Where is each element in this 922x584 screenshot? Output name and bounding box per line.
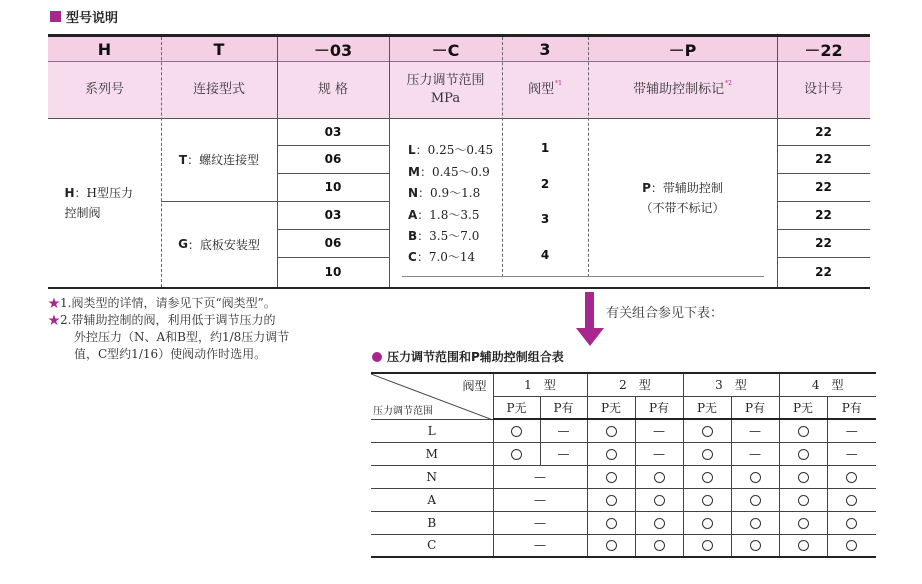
combo-cell-available — [635, 465, 683, 488]
circle-available-icon — [606, 449, 617, 460]
sub-header: P有 — [540, 396, 587, 419]
combo-cell-unavailable: — — [827, 442, 876, 465]
corner-top-label: 阀型 — [462, 379, 487, 393]
combo-row — [371, 465, 876, 488]
design-number: 22 — [815, 180, 832, 194]
circle-available-icon — [750, 518, 761, 529]
range-label: L — [371, 419, 493, 442]
combo-cell-unavailable: — — [540, 442, 587, 465]
footnote-mark-2: *2 — [725, 79, 732, 87]
range-label: C — [371, 534, 493, 557]
down-arrow-icon — [585, 292, 594, 330]
combo-cell-unavailable: — — [827, 419, 876, 442]
connection-code: T — [178, 152, 188, 167]
pressure-range — [408, 184, 480, 201]
down-arrow-head-icon — [576, 328, 604, 346]
valve-type-value: 2 — [540, 177, 550, 191]
combo-cell-available — [827, 511, 876, 534]
size-value: 06 — [324, 152, 342, 166]
range-label: N — [371, 465, 493, 488]
circle-available-icon — [702, 426, 713, 437]
combo-cell-available — [779, 465, 827, 488]
design-number: 22 — [815, 265, 832, 279]
type-header: 3 型 — [683, 373, 779, 396]
range-code: M — [408, 165, 420, 179]
combo-cell-available — [731, 488, 779, 511]
combo-cell-available — [587, 419, 635, 442]
pressure-range — [408, 141, 493, 158]
type-header: 2 型 — [587, 373, 683, 396]
section-title — [50, 7, 118, 26]
connection-subplate — [161, 201, 277, 287]
combo-cell-available — [827, 465, 876, 488]
desc-valve-type — [502, 62, 588, 118]
corner-header — [371, 373, 493, 419]
table-bottom-rule — [48, 287, 870, 289]
combo-cell-available — [779, 511, 827, 534]
combo-cell-available — [493, 442, 540, 465]
code-series: H — [97, 39, 112, 59]
combo-cell-available — [731, 465, 779, 488]
range-value: ：0.25～0.45 — [415, 143, 494, 157]
circle-available-icon — [846, 495, 857, 506]
combo-cell-available — [827, 534, 876, 557]
range-code: A — [408, 208, 418, 222]
star-icon: ★ — [48, 296, 61, 310]
design-number: 22 — [815, 208, 832, 222]
range-label: M — [371, 442, 493, 465]
combo-cell-unavailable: — — [635, 442, 683, 465]
circle-available-icon — [846, 518, 857, 529]
footnote-text: 阀类型的详情，请参见下页“阀类型”。 — [71, 296, 276, 310]
desc-pressure-line1: 压力调节范围 — [406, 73, 485, 89]
range-value: ：3.5～7.0 — [417, 229, 480, 243]
combo-title — [372, 348, 564, 365]
circle-available-icon — [798, 449, 809, 460]
size-value: 06 — [324, 236, 342, 250]
type-header: 4 型 — [779, 373, 876, 396]
desc-design: 设计号 — [803, 82, 843, 98]
series-text — [65, 183, 145, 223]
range-value: ：1.8～3.5 — [417, 208, 480, 222]
combo-cell-available — [779, 534, 827, 557]
size-value: 03 — [324, 124, 342, 139]
footnotes — [48, 295, 289, 363]
circle-available-icon — [606, 495, 617, 506]
combo-cell-available — [779, 419, 827, 442]
footnote-2-cont: 值，C型约1/16）使阀动作时选用。 — [74, 347, 267, 361]
range-code: N — [408, 186, 419, 200]
combo-cell-available — [635, 534, 683, 557]
column-divider — [502, 37, 503, 277]
size-value: 10 — [324, 180, 342, 194]
combo-cell-available — [683, 465, 731, 488]
combo-cell-available — [779, 488, 827, 511]
aux-code: P — [642, 181, 651, 195]
connection-text: ：底板安装型 — [187, 237, 260, 252]
pressure-range — [408, 163, 490, 180]
combo-row — [371, 442, 876, 465]
combo-row — [371, 488, 876, 511]
combo-cell-available — [683, 534, 731, 557]
circle-available-icon — [750, 540, 761, 551]
code-size: －03 — [313, 40, 353, 60]
circle-available-icon — [654, 518, 665, 529]
desc-aux-text: 带辅助控制标记 — [633, 82, 725, 98]
series-desc: ：H型压力控制阀 — [64, 185, 134, 220]
size-value: 10 — [324, 265, 342, 279]
combo-cell-unavailable: — — [731, 419, 779, 442]
star-icon: ★ — [48, 313, 61, 327]
circle-available-icon — [750, 495, 761, 506]
footnote-2-cont: 外控压力（N、A和B型，约1/8压力调节 — [74, 330, 290, 344]
desc-aux — [588, 62, 777, 118]
footnote-mark-1: *1 — [555, 79, 562, 87]
range-code: B — [408, 229, 418, 243]
circle-available-icon — [606, 540, 617, 551]
pressure-range — [408, 227, 479, 244]
corner-bottom-label: 压力调节范围 — [373, 405, 433, 417]
pressure-range — [408, 206, 479, 223]
sub-header: P无 — [683, 396, 731, 419]
combo-table — [371, 372, 876, 558]
circle-available-icon — [846, 540, 857, 551]
combo-cell-available — [635, 488, 683, 511]
circle-available-icon — [702, 449, 713, 460]
series-cell — [48, 118, 161, 287]
code-pressure: －C — [431, 40, 460, 60]
bullet-dot-icon — [372, 352, 382, 362]
range-label: A — [371, 488, 493, 511]
design-number: 22 — [815, 152, 832, 166]
column-divider — [588, 37, 589, 277]
size-value: 03 — [324, 208, 342, 222]
combo-title-text: 压力调节范围和P辅助控制组合表 — [387, 350, 564, 364]
sub-header: P无 — [587, 396, 635, 419]
section-title-text: 型号说明 — [66, 11, 119, 26]
design-number: 22 — [815, 124, 832, 139]
aux-pilot-cell — [588, 176, 777, 220]
code-connection: T — [213, 39, 225, 59]
circle-available-icon — [606, 518, 617, 529]
circle-available-icon — [702, 495, 713, 506]
sub-header: P无 — [779, 396, 827, 419]
footnote-number: 2. — [60, 313, 72, 327]
sub-header: P有 — [731, 396, 779, 419]
combo-row — [371, 419, 876, 442]
range-value: ：0.9～1.8 — [418, 186, 481, 200]
combo-cell-unavailable: — — [540, 419, 587, 442]
aux-text: ：带辅助控制 — [650, 181, 723, 195]
column-divider — [389, 37, 390, 287]
desc-connection: 连接型式 — [192, 82, 245, 98]
range-code: C — [408, 250, 417, 264]
pressure-range — [408, 248, 475, 265]
circle-available-icon — [511, 449, 522, 460]
valve-type-value: 4 — [540, 248, 550, 262]
circle-available-icon — [511, 426, 522, 437]
footnote-number: 1. — [60, 296, 72, 310]
combo-cell-available — [587, 511, 635, 534]
bracket-line — [402, 276, 764, 277]
square-bullet-icon — [50, 11, 61, 22]
circle-available-icon — [798, 518, 809, 529]
combo-cell-available — [493, 419, 540, 442]
combo-cell-unavailable: — — [493, 488, 587, 511]
circle-available-icon — [846, 472, 857, 483]
valve-type-value: 3 — [540, 212, 550, 226]
series-code: H — [64, 185, 75, 200]
circle-available-icon — [606, 472, 617, 483]
circle-available-icon — [798, 472, 809, 483]
combo-cell-available — [731, 534, 779, 557]
circle-available-icon — [702, 540, 713, 551]
desc-pressure-unit: MPa — [430, 91, 461, 106]
circle-available-icon — [606, 426, 617, 437]
circle-available-icon — [654, 495, 665, 506]
aux-line — [642, 178, 723, 198]
combo-cell-unavailable: — — [635, 419, 683, 442]
sub-header: P有 — [635, 396, 683, 419]
combo-cell-available — [683, 511, 731, 534]
valve-type-value: 1 — [540, 141, 550, 155]
combo-cell-unavailable: — — [493, 465, 587, 488]
arrow-note: 有关组合参见下表： — [606, 306, 724, 321]
circle-available-icon — [798, 426, 809, 437]
footnote-2 — [48, 312, 289, 329]
sub-header: P无 — [493, 396, 540, 419]
code-aux: －P — [668, 40, 697, 60]
connection-thread — [161, 118, 277, 201]
combo-cell-available — [635, 511, 683, 534]
combo-row — [371, 534, 876, 557]
range-label: B — [371, 511, 493, 534]
circle-available-icon — [798, 495, 809, 506]
combo-cell-unavailable: — — [493, 534, 587, 557]
design-number: 22 — [815, 236, 832, 250]
code-design: －22 — [804, 40, 843, 60]
combo-cell-unavailable: — — [731, 442, 779, 465]
combo-cell-available — [731, 511, 779, 534]
circle-available-icon — [654, 540, 665, 551]
connection-code: G — [178, 237, 188, 251]
combo-cell-available — [683, 419, 731, 442]
range-value: ：7.0～14 — [416, 250, 476, 264]
sub-header: P有 — [827, 396, 876, 419]
combo-cell-available — [587, 465, 635, 488]
desc-valve-type-text: 阀型 — [528, 82, 555, 98]
footnote-text: 带辅助控制的阀，利用低于调节压力的 — [71, 313, 276, 327]
combo-cell-available — [779, 442, 827, 465]
circle-available-icon — [798, 540, 809, 551]
circle-available-icon — [702, 472, 713, 483]
aux-note: （不带不标记） — [640, 201, 725, 215]
combo-row — [371, 511, 876, 534]
combo-cell-available — [587, 442, 635, 465]
range-value: ：0.45～0.9 — [419, 165, 490, 179]
desc-pressure — [389, 62, 502, 118]
desc-series: 系列号 — [84, 82, 124, 98]
range-code: L — [408, 143, 416, 157]
circle-available-icon — [750, 472, 761, 483]
combo-cell-available — [683, 442, 731, 465]
combo-cell-unavailable: — — [493, 511, 587, 534]
connection-text: ：螺纹连接型 — [187, 153, 260, 167]
combo-cell-available — [683, 488, 731, 511]
desc-spec: 规 格 — [317, 82, 349, 98]
circle-available-icon — [702, 518, 713, 529]
combo-cell-available — [587, 488, 635, 511]
footnote-1 — [48, 295, 289, 312]
circle-available-icon — [654, 472, 665, 483]
code-valve-type: 3 — [539, 39, 551, 59]
combo-cell-available — [827, 488, 876, 511]
type-header: 1 型 — [493, 373, 587, 396]
combo-cell-available — [587, 534, 635, 557]
